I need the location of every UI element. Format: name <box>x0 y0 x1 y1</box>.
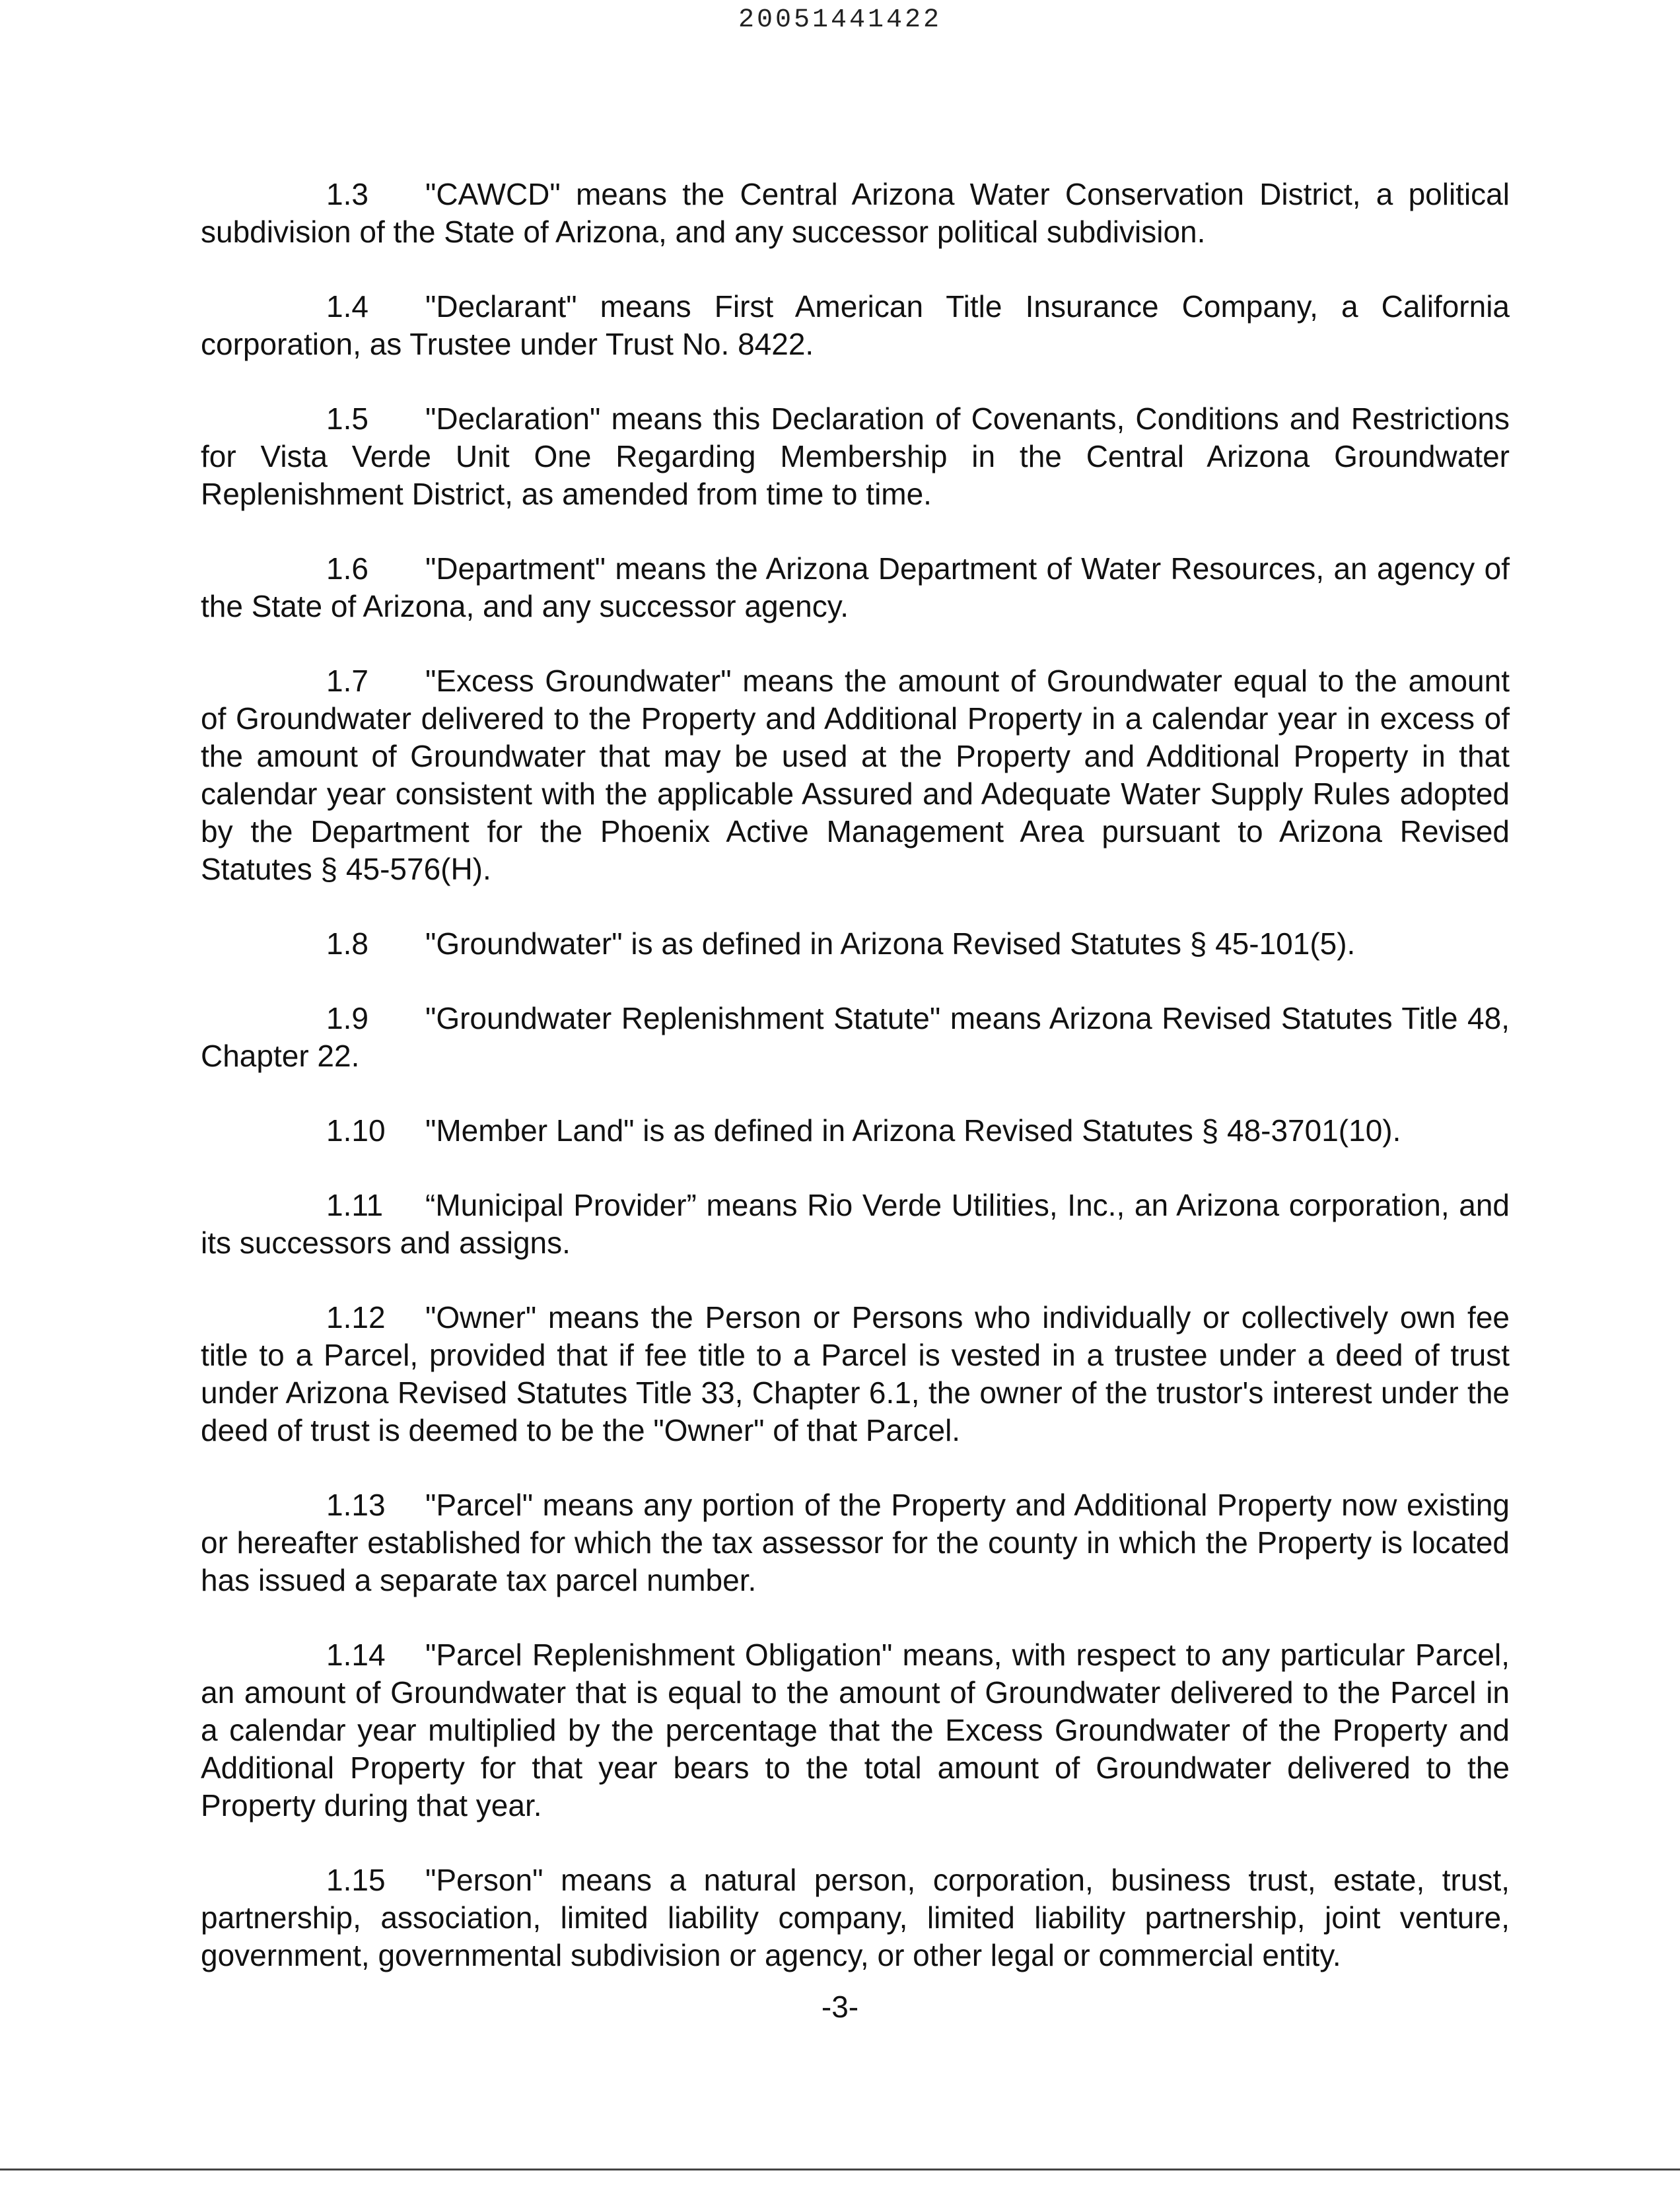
definition-declaration <box>201 400 1510 513</box>
definition-number: 1.5 <box>326 401 368 436</box>
definition-municipal-provider <box>201 1187 1510 1262</box>
definition-number: 1.10 <box>326 1113 386 1148</box>
definition-number: 1.13 <box>326 1488 386 1522</box>
page-number: -3- <box>821 1990 859 2024</box>
definition-text: "Owner" means the Person or Persons who individually or collectively own fee title to a Parcel, provided that if fee title to a Parcel is vested in a trustee under a deed of trust under Arizona Revised Statutes Title 33, Chapter 6.1, the owner of the trustor's interest under the deed of trust is deemed to be the "Owner" of that Parcel. <box>201 1300 1510 1447</box>
definition-number: 1.8 <box>326 926 368 961</box>
definition-owner <box>201 1299 1510 1449</box>
definition-text: "CAWCD" means the Central Arizona Water Conservation District, a political subdivision of the State of Arizona, and any successor political subdivision. <box>201 177 1510 249</box>
definition-groundwater-replenishment-statute <box>201 1000 1510 1075</box>
definition-number: 1.15 <box>326 1863 386 1897</box>
definition-text: "Declarant" means First American Title Insurance Company, a California corporation, as Trustee under Trust No. 8422. <box>201 289 1510 361</box>
definition-declarant <box>201 288 1510 363</box>
definition-text: "Declaration" means this Declaration of Covenants, Conditions and Restrictions for Vista Verde Unit One Regarding Membership in the Central Arizona Groundwater Replenishment District, as amended from time to time. <box>201 401 1510 511</box>
definition-cawcd <box>201 176 1510 251</box>
definition-number: 1.12 <box>326 1300 386 1335</box>
definition-text: "Groundwater Replenishment Statute" means Arizona Revised Statutes Title 48, Chapter 22. <box>201 1001 1510 1073</box>
definition-text: "Excess Groundwater" means the amount of Groundwater equal to the amount of Groundwater delivered to the Property and Additional Property in a calendar year in excess of the amount of Groundwater that may be used at the Property and Additional Property in that calendar year consistent with the applicable Assured and Adequate Water Supply Rules adopted by the Department for the Phoenix Active Management Area pursuant to Arizona Revised Statutes § 45-576(H). <box>201 664 1510 886</box>
definition-number: 1.9 <box>326 1001 368 1035</box>
definition-text: "Member Land" is as defined in Arizona Revised Statutes § 48-3701(10). <box>425 1113 1401 1148</box>
definition-department <box>201 550 1510 625</box>
definitions-section <box>201 176 1510 2011</box>
definition-excess-groundwater <box>201 662 1510 888</box>
definition-number: 1.14 <box>326 1638 386 1672</box>
definition-text: "Parcel" means any portion of the Property and Additional Property now existing or hereafter established for which the tax assessor for the county in which the Property is located has issued a separate tax parcel number. <box>201 1488 1510 1597</box>
definition-text: "Parcel Replenishment Obligation" means, with respect to any particular Parcel, an amount of Groundwater that is equal to the amount of Groundwater delivered to the Parcel in a calendar year multiplied by the percentage that the Excess Groundwater of the Property and Additional Property for that year bears to the total amount of Groundwater delivered to the Property during that year. <box>201 1638 1510 1822</box>
definition-text: "Groundwater" is as defined in Arizona Revised Statutes § 45-101(5). <box>425 926 1356 961</box>
definition-member-land <box>201 1112 1510 1150</box>
definition-parcel <box>201 1486 1510 1599</box>
definition-person <box>201 1861 1510 1974</box>
definition-number: 1.11 <box>326 1188 384 1222</box>
definition-number: 1.7 <box>326 664 368 698</box>
definition-number: 1.4 <box>326 289 368 324</box>
definition-number: 1.3 <box>326 177 368 211</box>
recording-number: 20051441422 <box>738 5 942 35</box>
definition-groundwater <box>201 925 1510 963</box>
bottom-rule <box>0 2169 1680 2170</box>
definition-parcel-replenishment-obligation <box>201 1636 1510 1824</box>
definition-text: “Municipal Provider” means Rio Verde Utilities, Inc., an Arizona corporation, and its successors and assigns. <box>201 1188 1510 1260</box>
definition-number: 1.6 <box>326 551 368 586</box>
definition-text: "Department" means the Arizona Department of Water Resources, an agency of the State of Arizona, and any successor agency. <box>201 551 1510 623</box>
definition-text: "Person" means a natural person, corporation, business trust, estate, trust, partnership, association, limited liability company, limited liability partnership, joint venture, government, governmental subdivision or agency, or other legal or commercial entity. <box>201 1863 1510 1972</box>
